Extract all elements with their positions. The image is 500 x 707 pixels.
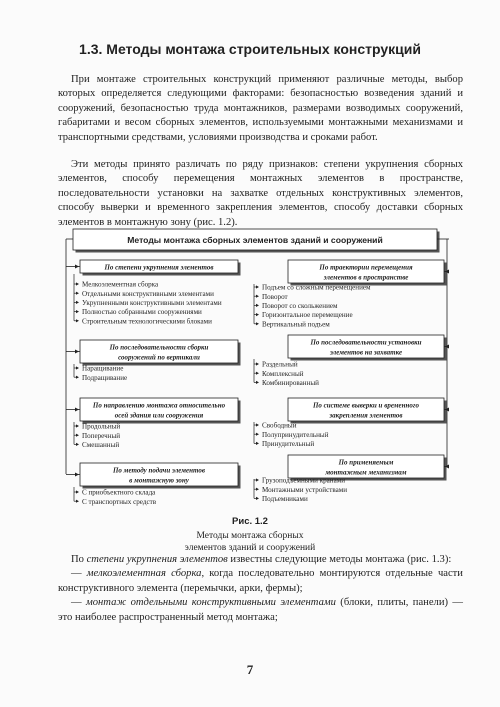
diagram-item: Мелкоэлементная сборка (82, 280, 159, 289)
group-title-line: осей здания или сооружения (114, 411, 204, 420)
diagram-item: С транспортных средств (82, 497, 157, 506)
item-arrow (256, 488, 259, 491)
diagram-item: Строительным технологическими блоками (82, 317, 212, 326)
group-title-line: По применяемым (338, 458, 394, 467)
item-arrow (76, 366, 79, 369)
arrow-head (75, 408, 79, 412)
item-arrow (76, 319, 79, 322)
diagram-item: Комбинированный (262, 379, 319, 387)
diagram-item: Полупринудительный (262, 430, 329, 439)
method-item-small-element: — мелкоэлементная сборка, когда последовательно монтируются отдельные части конструктивного элемента (перемычки, арки, фермы); (58, 568, 463, 594)
item-arrow (76, 292, 79, 295)
diagram-item: Подъем со сложным перемещением (262, 283, 371, 292)
paragraph-intro: При монтаже строительных конструкций применяют различные методы, выбор которых определяется следующими факторами: безопасностью возведения зданий и сооружений, безопасностью труда монтажников, размерами возводимых сооружений, габаритами и весом сборных элементов, используемыми монтажными механизмами и транспортными средствами, условиями производства и сроками работ. (58, 74, 463, 143)
figure-label: Рис. 1.2 (232, 516, 268, 527)
item-arrow (256, 381, 259, 384)
diagram-item: Продольный (82, 422, 121, 431)
diagram-item: Монтажными устройствами (262, 485, 348, 494)
arrow-head (75, 350, 79, 354)
group-title-line: По системе выверки и временного (312, 401, 420, 410)
paragraph-criteria: Эти методы принято различать по ряду признаков: степени укрупнения сборных элементов, способу перемещения монтажных элементов в пространстве, последовательности установки на захватке отдельных конструктивных элементов, способу выверки и временного закрепления элементов, способу доставки сборных элементов в монтажную зону (рис. 1.2). (58, 159, 463, 228)
group-title-line: По последовательности установки (310, 338, 422, 347)
diagram-item: Комплексный (262, 369, 304, 378)
group-title-line: По траектории перемещения (319, 263, 413, 272)
group-title-line: элементов на захватке (329, 348, 403, 357)
diagram-item: Принудительный (262, 440, 315, 448)
diagram-item: Свободный (262, 421, 297, 430)
item-arrow (256, 295, 259, 298)
diagram-item: Полностью собранными сооружениями (82, 308, 202, 317)
page-number: 7 (246, 662, 254, 677)
term-separate-elements: монтаж отдельными конструктивными элементами (85, 597, 336, 609)
diagram-item: Поперечный (82, 431, 121, 440)
figure-caption (0, 530, 500, 554)
item-arrow (76, 301, 79, 304)
item-arrow (76, 376, 79, 379)
item-arrow (256, 322, 259, 325)
arrow-head (75, 473, 79, 477)
section-heading: 1.3. Методы монтажа строительных конструкций (79, 41, 421, 57)
diagram-item: Горизонтальное перемещение (262, 311, 353, 320)
figure-caption-line-1: Методы монтажа сборных (196, 531, 304, 541)
item-arrow (256, 442, 259, 445)
item-arrow (76, 310, 79, 313)
group-title-line: По последовательности сборки (109, 343, 209, 352)
diagram-item: Грузоподъемными кранами (262, 476, 346, 485)
term-small-element: мелкоэлементная сборка (86, 568, 202, 580)
diagram-root-label: Методы монтажа сборных элементов зданий и сооружений (127, 235, 383, 245)
item-arrow (76, 490, 79, 493)
method-item-separate-elements: — монтаж отдельными конструктивными элементами (блоки, плиты, панели) — это наиболее распространенный метод монтажа; (58, 597, 463, 623)
paragraph-methods (58, 553, 463, 625)
arrow-head (75, 265, 79, 269)
diagram-item: Укрупненными конструктивными элементами (82, 299, 222, 307)
diagram-item: Наращивание (82, 364, 124, 373)
group-title-line: По степени укрупнения элементов (104, 263, 214, 272)
item-arrow (256, 313, 259, 316)
item-arrow (76, 434, 79, 437)
item-arrow (256, 362, 259, 365)
diagram-item: Поворот (262, 292, 288, 301)
diagram-item: Подращивание (82, 373, 128, 382)
figure-caption-line-2: элементов зданий и сооружений (184, 543, 316, 553)
item-arrow (256, 478, 259, 481)
item-arrow (76, 443, 79, 446)
item-arrow (76, 424, 79, 427)
item-arrow (256, 304, 259, 307)
term-degree: степени укрупнения элементов (86, 554, 228, 565)
item-arrow (256, 433, 259, 436)
diagram-item: Раздельный (262, 360, 298, 369)
item-arrow (76, 282, 79, 285)
diagram-item: Подъемниками (262, 495, 308, 503)
diagram-item: Отдельными конструктивными элементами (82, 289, 214, 298)
group-title-line: По направлению монтажа относительно (92, 401, 226, 410)
group-title-line: элементов в пространстве (323, 273, 409, 282)
item-arrow (256, 285, 259, 288)
group-title-line: в монтажную зону (129, 476, 189, 485)
diagram-item: Поворот со скольжением (262, 302, 338, 310)
item-arrow (76, 500, 79, 503)
methods-intro-line: По степени укрупнения элементов известны следующие методы монтажа (рис. 1.3): (71, 554, 452, 565)
group-title-line: монтажным механизмам (325, 468, 407, 477)
diagram-item: Вертикальный подъем (262, 320, 330, 329)
diagram-item: Смешанный (82, 441, 120, 449)
item-arrow (256, 372, 259, 375)
item-arrow (256, 423, 259, 426)
group-title-line: По методу подачи элементов (112, 466, 206, 475)
group-title-line: сооружений по вертикали (118, 353, 200, 362)
group-title-line: закрепления элементов (329, 411, 403, 420)
item-arrow (256, 497, 259, 500)
diagram-item: С приобъектного склада (82, 488, 156, 497)
